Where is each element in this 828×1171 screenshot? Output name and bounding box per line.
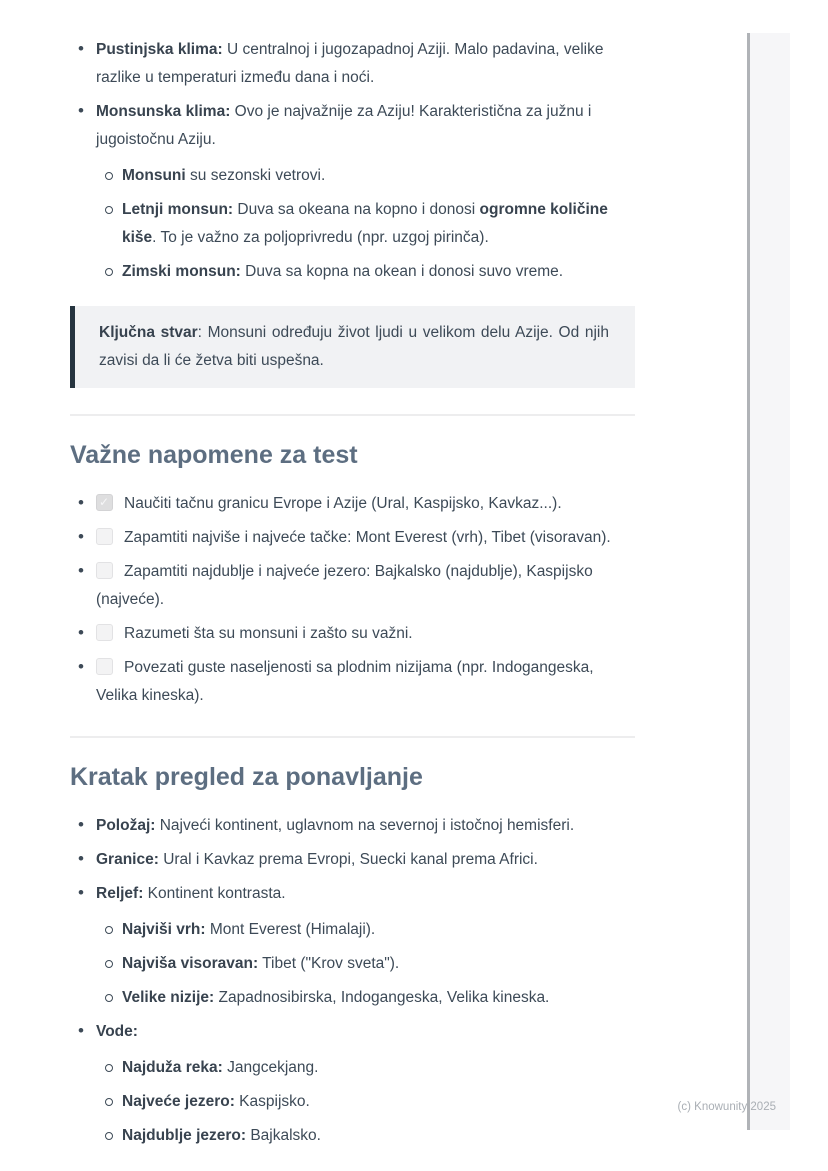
list-item: [96, 846, 635, 874]
checkbox-checked[interactable]: [96, 494, 113, 511]
checklist-item: [96, 558, 635, 614]
bold-text: Najduža reka:: [122, 1059, 223, 1076]
bold-text: Najveće jezero:: [122, 1093, 235, 1110]
text: Kaspijsko.: [234, 1093, 310, 1110]
checkbox-unchecked[interactable]: [96, 658, 113, 675]
list-item: [122, 984, 635, 1012]
checklist-item: [96, 524, 635, 552]
document-content: [70, 36, 635, 1156]
bold-text: ogromne količine kiše: [122, 201, 608, 246]
list-item: [122, 196, 635, 252]
list-item: [96, 1018, 635, 1150]
bold-text: Monsunska klima:: [96, 103, 231, 120]
callout-text: : Monsuni određuju život ljudi u velikom delu Azije. Od njih zavisi da li će žetva biti uspešna.: [99, 324, 609, 369]
text: Jangcekjang.: [222, 1059, 319, 1076]
list-item: [122, 1122, 635, 1150]
text: Ural i Kavkaz prema Evropi, Suecki kanal prema Africi.: [158, 851, 538, 868]
bold-text: Vode:: [96, 1023, 138, 1040]
section-heading-review: Kratak pregled za ponavljanje: [70, 763, 423, 791]
test-notes-checklist: [70, 490, 635, 710]
checklist-item-label: Razumeti šta su monsuni i zašto su važni.: [124, 625, 413, 642]
bold-text: Najviši vrh:: [122, 921, 206, 938]
copyright-watermark: (c) Knowunity 2025: [677, 1101, 776, 1113]
checkbox-unchecked[interactable]: [96, 624, 113, 641]
checklist-item: [96, 654, 635, 710]
list-item: [122, 916, 635, 944]
section-divider: [70, 736, 635, 738]
sub-list: [96, 162, 635, 286]
checklist-item-label: Zapamtiti najdublje i najveće jezero: Bajkalsko (najdublje), Kaspijsko (najveće).: [96, 563, 593, 608]
list-item: [96, 98, 635, 286]
callout-bold-label: Ključna stvar: [99, 324, 198, 341]
list-item: [122, 950, 635, 978]
checklist-item: [96, 620, 635, 648]
sub-list: [96, 916, 635, 1012]
text: Bajkalsko.: [246, 1127, 321, 1144]
text: Zapadnosibirska, Indogangeska, Velika kineska.: [214, 989, 550, 1006]
key-callout: [70, 306, 635, 388]
text: Duva sa kopna na okean i donosi suvo vreme.: [240, 263, 564, 280]
text: Najveći kontinent, uglavnom na severnoj i istočnoj hemisferi.: [155, 817, 575, 834]
bold-text: Reljef:: [96, 885, 144, 902]
list-item: [96, 812, 635, 840]
checklist-item-label: Naučiti tačnu granicu Evrope i Azije (Ural, Kaspijsko, Kavkaz...).: [124, 495, 562, 512]
bold-text: Granice:: [96, 851, 159, 868]
text: Duva sa okeana na kopno i donosi: [233, 201, 480, 218]
bold-text: Položaj:: [96, 817, 156, 834]
bold-text: Pustinjska klima:: [96, 41, 223, 58]
list-item: [122, 162, 635, 190]
checkbox-unchecked[interactable]: [96, 562, 113, 579]
bold-text: Velike nizije:: [122, 989, 215, 1006]
checklist-item-label: Povezati guste naseljenosti sa plodnim nizijama (npr. Indogangeska, Velika kineska).: [96, 659, 594, 704]
scrollbar-track[interactable]: [747, 33, 790, 1130]
list-item: [96, 880, 635, 1012]
bold-text: Monsuni: [122, 167, 186, 184]
checkbox-unchecked[interactable]: [96, 528, 113, 545]
text: Kontinent kontrasta.: [143, 885, 286, 902]
list-item: [122, 1054, 635, 1082]
bold-text: Letnji monsun:: [122, 201, 234, 218]
list-item: [122, 1088, 635, 1116]
bold-text: Zimski monsun:: [122, 263, 241, 280]
bold-text: Najdublje jezero:: [122, 1127, 247, 1144]
bold-text: Najviša visoravan:: [122, 955, 259, 972]
text: Mont Everest (Himalaji).: [205, 921, 376, 938]
text: . To je važno za poljoprivredu (npr. uzgoj pirinča).: [152, 229, 489, 246]
scrollbar-thumb[interactable]: [747, 33, 750, 1130]
text: su sezonski vetrovi.: [185, 167, 326, 184]
checklist-item: [96, 490, 635, 518]
climate-list: [70, 36, 635, 286]
text: Tibet ("Krov sveta").: [258, 955, 400, 972]
section-heading-test-notes: Važne napomene za test: [70, 441, 358, 469]
sub-list: [96, 1054, 635, 1150]
checklist-item-label: Zapamtiti najviše i najveće tačke: Mont Everest (vrh), Tibet (visoravan).: [124, 529, 611, 546]
review-list: [70, 812, 635, 1150]
text: U centralnoj i jugozapadnoj Aziji. Malo padavina, velike razlike u temperaturi između dana i noći.: [96, 41, 604, 86]
list-item: [122, 258, 635, 286]
section-divider: [70, 414, 635, 416]
list-item: [96, 36, 635, 92]
text: Ovo je najvažnije za Aziju! Karakteristična za južnu i jugoistočnu Aziju.: [96, 103, 592, 148]
